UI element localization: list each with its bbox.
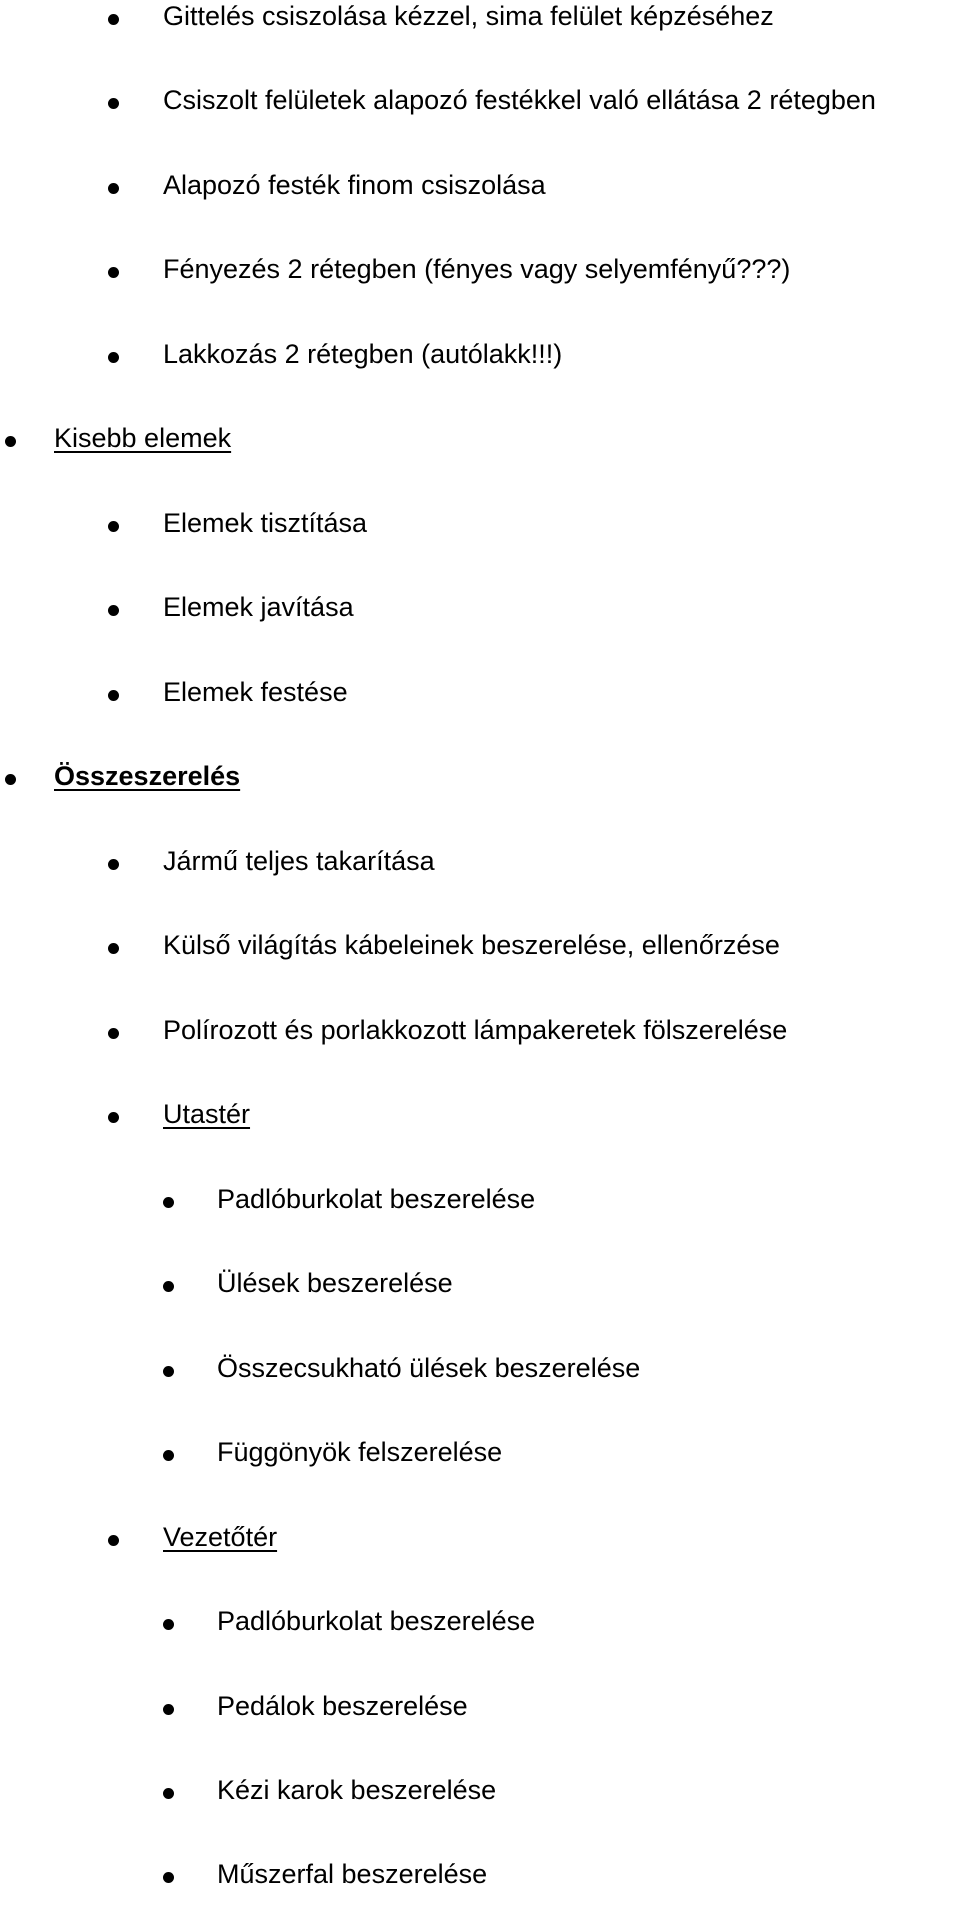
- list-item-text: Elemek tisztítása: [163, 508, 368, 538]
- subsection-heading: [0, 1098, 960, 1146]
- bullet-icon: [163, 1704, 174, 1715]
- list-item-text: Lakkozás 2 rétegben (autólakk!!!): [163, 339, 563, 369]
- subsection-heading-text: Utastér: [163, 1099, 251, 1129]
- bullet-icon: [108, 1535, 119, 1546]
- bullet-icon: [163, 1788, 174, 1799]
- list-item: [0, 1014, 960, 1062]
- list-item-text: Pedálok beszerelése: [217, 1691, 468, 1721]
- bullet-icon: [163, 1197, 174, 1208]
- list-item-text: Elemek javítása: [163, 592, 354, 622]
- bullet-icon: [163, 1450, 174, 1461]
- bullet-icon: [163, 1366, 174, 1377]
- bullet-icon: [5, 774, 16, 785]
- section-heading-text: Kisebb elemek: [54, 423, 232, 453]
- bullet-icon: [163, 1872, 174, 1883]
- bullet-icon: [163, 1619, 174, 1630]
- list-item: [0, 1436, 960, 1484]
- list-item: [0, 1183, 960, 1231]
- list-item: [0, 1690, 960, 1738]
- list-item: [0, 507, 960, 555]
- list-item-text: Jármű teljes takarítása: [163, 846, 435, 876]
- bullet-icon: [163, 1281, 174, 1292]
- list-item: [0, 1267, 960, 1315]
- subsection-heading: [0, 1521, 960, 1569]
- bullet-icon: [108, 267, 119, 278]
- list-item-text: Műszerfal beszerelése: [217, 1859, 488, 1889]
- list-item-text: Polírozott és porlakkozott lámpakeretek fölszerelése: [163, 1015, 788, 1045]
- list-item: [0, 929, 960, 977]
- list-item: [0, 1774, 960, 1822]
- list-item-text: Padlóburkolat beszerelése: [217, 1184, 536, 1214]
- list-item-text: Összecsukható ülések beszerelése: [217, 1353, 641, 1383]
- bullet-icon: [5, 436, 16, 447]
- list-item: [0, 845, 960, 893]
- list-item-text: Külső világítás kábeleinek beszerelése, ellenőrzése: [163, 930, 780, 960]
- list-item: [0, 169, 960, 217]
- subsection-heading-text: Vezetőtér: [163, 1522, 278, 1552]
- list-item: [0, 676, 960, 724]
- bullet-icon: [108, 1028, 119, 1039]
- list-item: [0, 1605, 960, 1653]
- list-item: [0, 338, 960, 386]
- list-item-text: Gittelés csiszolása kézzel, sima felület képzéséhez: [163, 1, 774, 31]
- bullet-icon: [108, 98, 119, 109]
- list-item-text: Fényezés 2 rétegben (fényes vagy selyemfényű???): [163, 254, 791, 284]
- bullet-icon: [108, 605, 119, 616]
- bullet-icon: [108, 690, 119, 701]
- bullet-icon: [108, 859, 119, 870]
- list-item-text: Padlóburkolat beszerelése: [217, 1606, 536, 1636]
- list-item-text: Függönyök felszerelése: [217, 1437, 503, 1467]
- bullet-icon: [108, 183, 119, 194]
- list-item: [0, 1858, 960, 1906]
- list-item-text: Ülések beszerelése: [217, 1268, 453, 1298]
- section-heading: [0, 422, 960, 470]
- list-item: [0, 0, 960, 48]
- list-item-text: Csiszolt felületek alapozó festékkel való ellátása 2 rétegben: [163, 85, 876, 115]
- section-heading: [0, 760, 960, 808]
- list-item-text: Elemek festése: [163, 677, 348, 707]
- bullet-icon: [108, 352, 119, 363]
- list-item: [0, 253, 960, 301]
- bullet-icon: [108, 1112, 119, 1123]
- list-item-text: Kézi karok beszerelése: [217, 1775, 497, 1805]
- bullet-icon: [108, 14, 119, 25]
- bullet-icon: [108, 943, 119, 954]
- list-item: [0, 1352, 960, 1400]
- bullet-icon: [108, 521, 119, 532]
- section-heading-text: Összeszerelés: [54, 761, 241, 791]
- list-item: [0, 84, 960, 132]
- list-item-text: Alapozó festék finom csiszolása: [163, 170, 546, 200]
- list-item: [0, 591, 960, 639]
